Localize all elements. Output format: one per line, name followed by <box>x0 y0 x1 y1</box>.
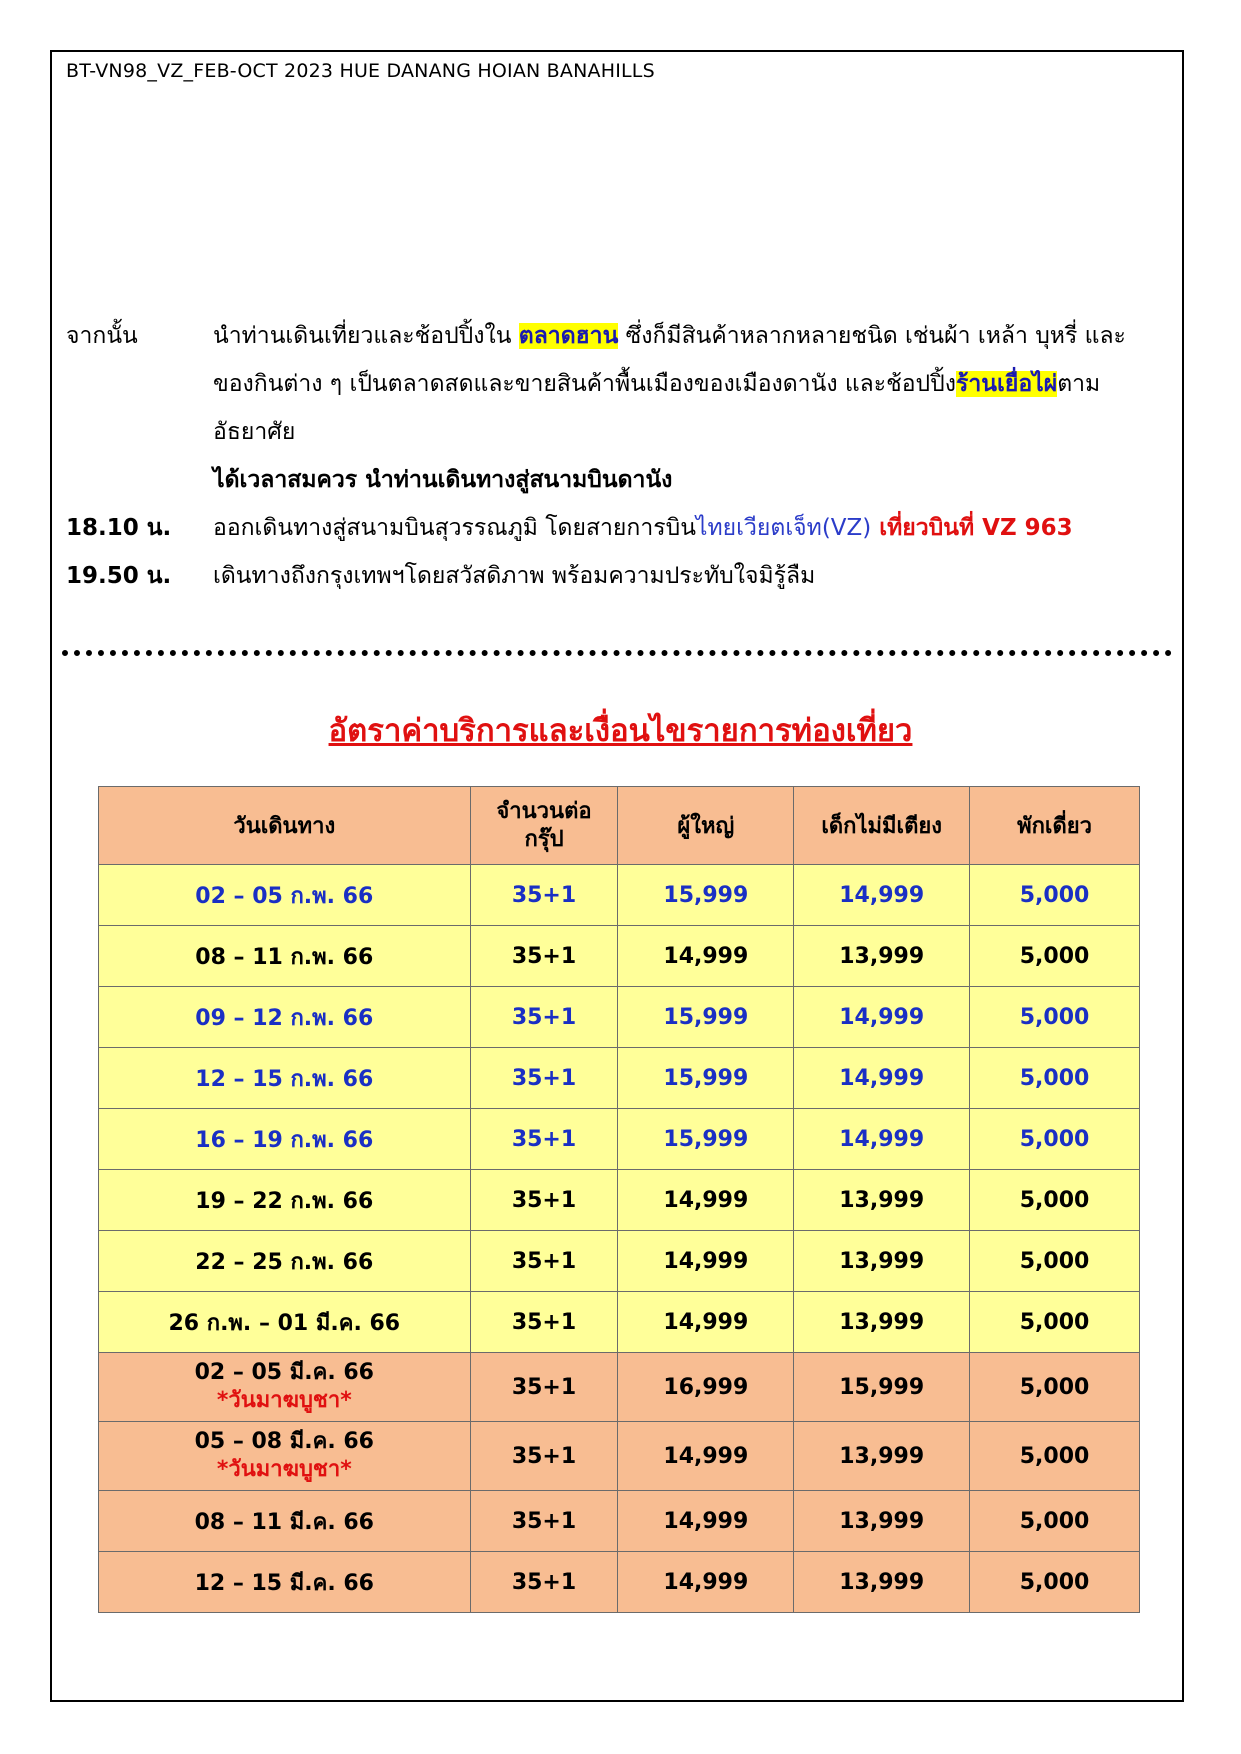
cell-single: 5,000 <box>970 1170 1140 1231</box>
cell-single: 5,000 <box>970 1422 1140 1491</box>
table-row <box>99 1048 1140 1109</box>
cell-single: 5,000 <box>970 1109 1140 1170</box>
cell-group: 35+1 <box>470 1491 618 1552</box>
cell-child: 13,999 <box>794 1552 970 1613</box>
cell-adult: 14,999 <box>618 1170 794 1231</box>
itinerary-row <box>66 504 1156 552</box>
highlight-bamboo-shop: ร้านเยื่อไผ่ <box>956 371 1058 397</box>
table-row <box>99 1552 1140 1613</box>
itinerary-text: อัธยาศัย <box>213 419 296 445</box>
cell-adult: 14,999 <box>618 1231 794 1292</box>
cell-group: 35+1 <box>470 926 618 987</box>
cell-child: 13,999 <box>794 1292 970 1353</box>
itinerary-time: 18.10 น. <box>66 515 172 541</box>
cell-adult: 14,999 <box>618 926 794 987</box>
itinerary-text: เดินทางถึงกรุงเทพฯโดยสวัสดิภาพ พร้อมความประทับใจมิรู้ลืม <box>213 563 816 589</box>
cell-group: 35+1 <box>470 1292 618 1353</box>
table-row <box>99 926 1140 987</box>
table-row <box>99 1353 1140 1422</box>
itinerary-time <box>66 408 213 456</box>
cell-child: 13,999 <box>794 1231 970 1292</box>
cell-child: 13,999 <box>794 1422 970 1491</box>
table-row <box>99 1491 1140 1552</box>
cell-date: 05 – 08 มี.ค. 66 *วันมาฆบูชา* <box>99 1422 471 1491</box>
cell-date: 26 ก.พ. – 01 มี.ค. 66 <box>99 1292 471 1353</box>
cell-child: 14,999 <box>794 1109 970 1170</box>
cell-date: 02 – 05 มี.ค. 66 *วันมาฆบูชา* <box>99 1353 471 1422</box>
cell-date: 09 – 12 ก.พ. 66 <box>99 987 471 1048</box>
cell-single: 5,000 <box>970 1491 1140 1552</box>
cell-group: 35+1 <box>470 1170 618 1231</box>
itinerary-row <box>66 360 1156 408</box>
dotted-divider <box>62 650 1172 656</box>
cell-child: 14,999 <box>794 987 970 1048</box>
cell-group: 35+1 <box>470 865 618 926</box>
header-child-no-bed: เด็กไม่มีเตียง <box>794 787 970 865</box>
table-row <box>99 1422 1140 1491</box>
cell-single: 5,000 <box>970 926 1140 987</box>
cell-adult: 14,999 <box>618 1422 794 1491</box>
cell-adult: 15,999 <box>618 865 794 926</box>
table-row <box>99 987 1140 1048</box>
price-table <box>98 786 1140 1613</box>
header-travel-date: วันเดินทาง <box>99 787 471 865</box>
itinerary-row <box>66 312 1156 360</box>
header-adult: ผู้ใหญ่ <box>618 787 794 865</box>
highlight-han-market: ตลาดฮาน <box>518 323 619 349</box>
cell-date: 12 – 15 ก.พ. 66 <box>99 1048 471 1109</box>
itinerary <box>66 312 1156 600</box>
cell-single: 5,000 <box>970 1231 1140 1292</box>
cell-child: 14,999 <box>794 1048 970 1109</box>
itinerary-time <box>66 360 213 408</box>
table-row <box>99 1109 1140 1170</box>
itinerary-text: ออกเดินทางสู่สนามบินสุวรรณภูมิ โดยสายการบินไทยเวียตเจ็ท(VZ) เที่ยวบินที่ VZ 963 <box>213 515 1073 541</box>
itinerary-row <box>66 456 1156 504</box>
flight-number: เที่ยวบินที่ VZ 963 <box>871 515 1073 541</box>
cell-date: 08 – 11 มี.ค. 66 <box>99 1491 471 1552</box>
cell-child: 15,999 <box>794 1353 970 1422</box>
cell-adult: 15,999 <box>618 987 794 1048</box>
itinerary-text: ได้เวลาสมควร นำท่านเดินทางสู่สนามบินดานัง <box>213 467 673 493</box>
itinerary-text: นำท่านเดินเที่ยวและช้อปปิ้งใน ตลาดฮาน ซึ่งก็มีสินค้าหลากหลายชนิด เช่นผ้า เหล้า บุหรี่ และ <box>213 323 1126 349</box>
cell-adult: 15,999 <box>618 1109 794 1170</box>
cell-single: 5,000 <box>970 865 1140 926</box>
header-single-supplement: พักเดี่ยว <box>970 787 1140 865</box>
itinerary-time: 19.50 น. <box>66 563 172 589</box>
cell-group: 35+1 <box>470 1353 618 1422</box>
cell-adult: 14,999 <box>618 1552 794 1613</box>
holiday-note: *วันมาฆบูชา* <box>216 1457 352 1482</box>
cell-single: 5,000 <box>970 1048 1140 1109</box>
cell-child: 13,999 <box>794 1491 970 1552</box>
itinerary-row <box>66 408 1156 456</box>
itinerary-text: ของกินต่าง ๆ เป็นตลาดสดและขายสินค้าพื้นเมืองของเมืองดานัง และช้อปปิ้งร้านเยื่อไผ่ตาม <box>213 371 1101 397</box>
cell-single: 5,000 <box>970 1292 1140 1353</box>
cell-single: 5,000 <box>970 1353 1140 1422</box>
cell-group: 35+1 <box>470 1552 618 1613</box>
cell-adult: 14,999 <box>618 1292 794 1353</box>
cell-group: 35+1 <box>470 1422 618 1491</box>
cell-date: 12 – 15 มี.ค. 66 <box>99 1552 471 1613</box>
cell-date: 19 – 22 ก.พ. 66 <box>99 1170 471 1231</box>
itinerary-time: จากนั้น <box>66 323 138 349</box>
cell-child: 14,999 <box>794 865 970 926</box>
pricing-title: อัตราค่าบริการและเงื่อนไขรายการท่องเที่ยว <box>328 713 913 749</box>
table-row <box>99 1292 1140 1353</box>
cell-group: 35+1 <box>470 987 618 1048</box>
document-code: BT-VN98_VZ_FEB-OCT 2023 HUE DANANG HOIAN BANAHILLS <box>66 60 655 82</box>
cell-child: 13,999 <box>794 1170 970 1231</box>
table-row <box>99 1170 1140 1231</box>
cell-adult: 14,999 <box>618 1491 794 1552</box>
itinerary-row <box>66 552 1156 600</box>
cell-group: 35+1 <box>470 1109 618 1170</box>
cell-group: 35+1 <box>470 1231 618 1292</box>
cell-date: 08 – 11 ก.พ. 66 <box>99 926 471 987</box>
cell-single: 5,000 <box>970 987 1140 1048</box>
table-row <box>99 1231 1140 1292</box>
table-row <box>99 865 1140 926</box>
airline-name: ไทยเวียตเจ็ท(VZ) <box>695 515 872 541</box>
cell-adult: 15,999 <box>618 1048 794 1109</box>
holiday-note: *วันมาฆบูชา* <box>216 1388 352 1413</box>
cell-date: 02 – 05 ก.พ. 66 <box>99 865 471 926</box>
itinerary-time <box>66 456 213 504</box>
cell-child: 13,999 <box>794 926 970 987</box>
header-group-size: จำนวนต่อ กรุ๊ป <box>470 787 618 865</box>
cell-single: 5,000 <box>970 1552 1140 1613</box>
cell-date: 22 – 25 ก.พ. 66 <box>99 1231 471 1292</box>
table-header-row <box>99 787 1140 865</box>
cell-date: 16 – 19 ก.พ. 66 <box>99 1109 471 1170</box>
cell-group: 35+1 <box>470 1048 618 1109</box>
cell-adult: 16,999 <box>618 1353 794 1422</box>
